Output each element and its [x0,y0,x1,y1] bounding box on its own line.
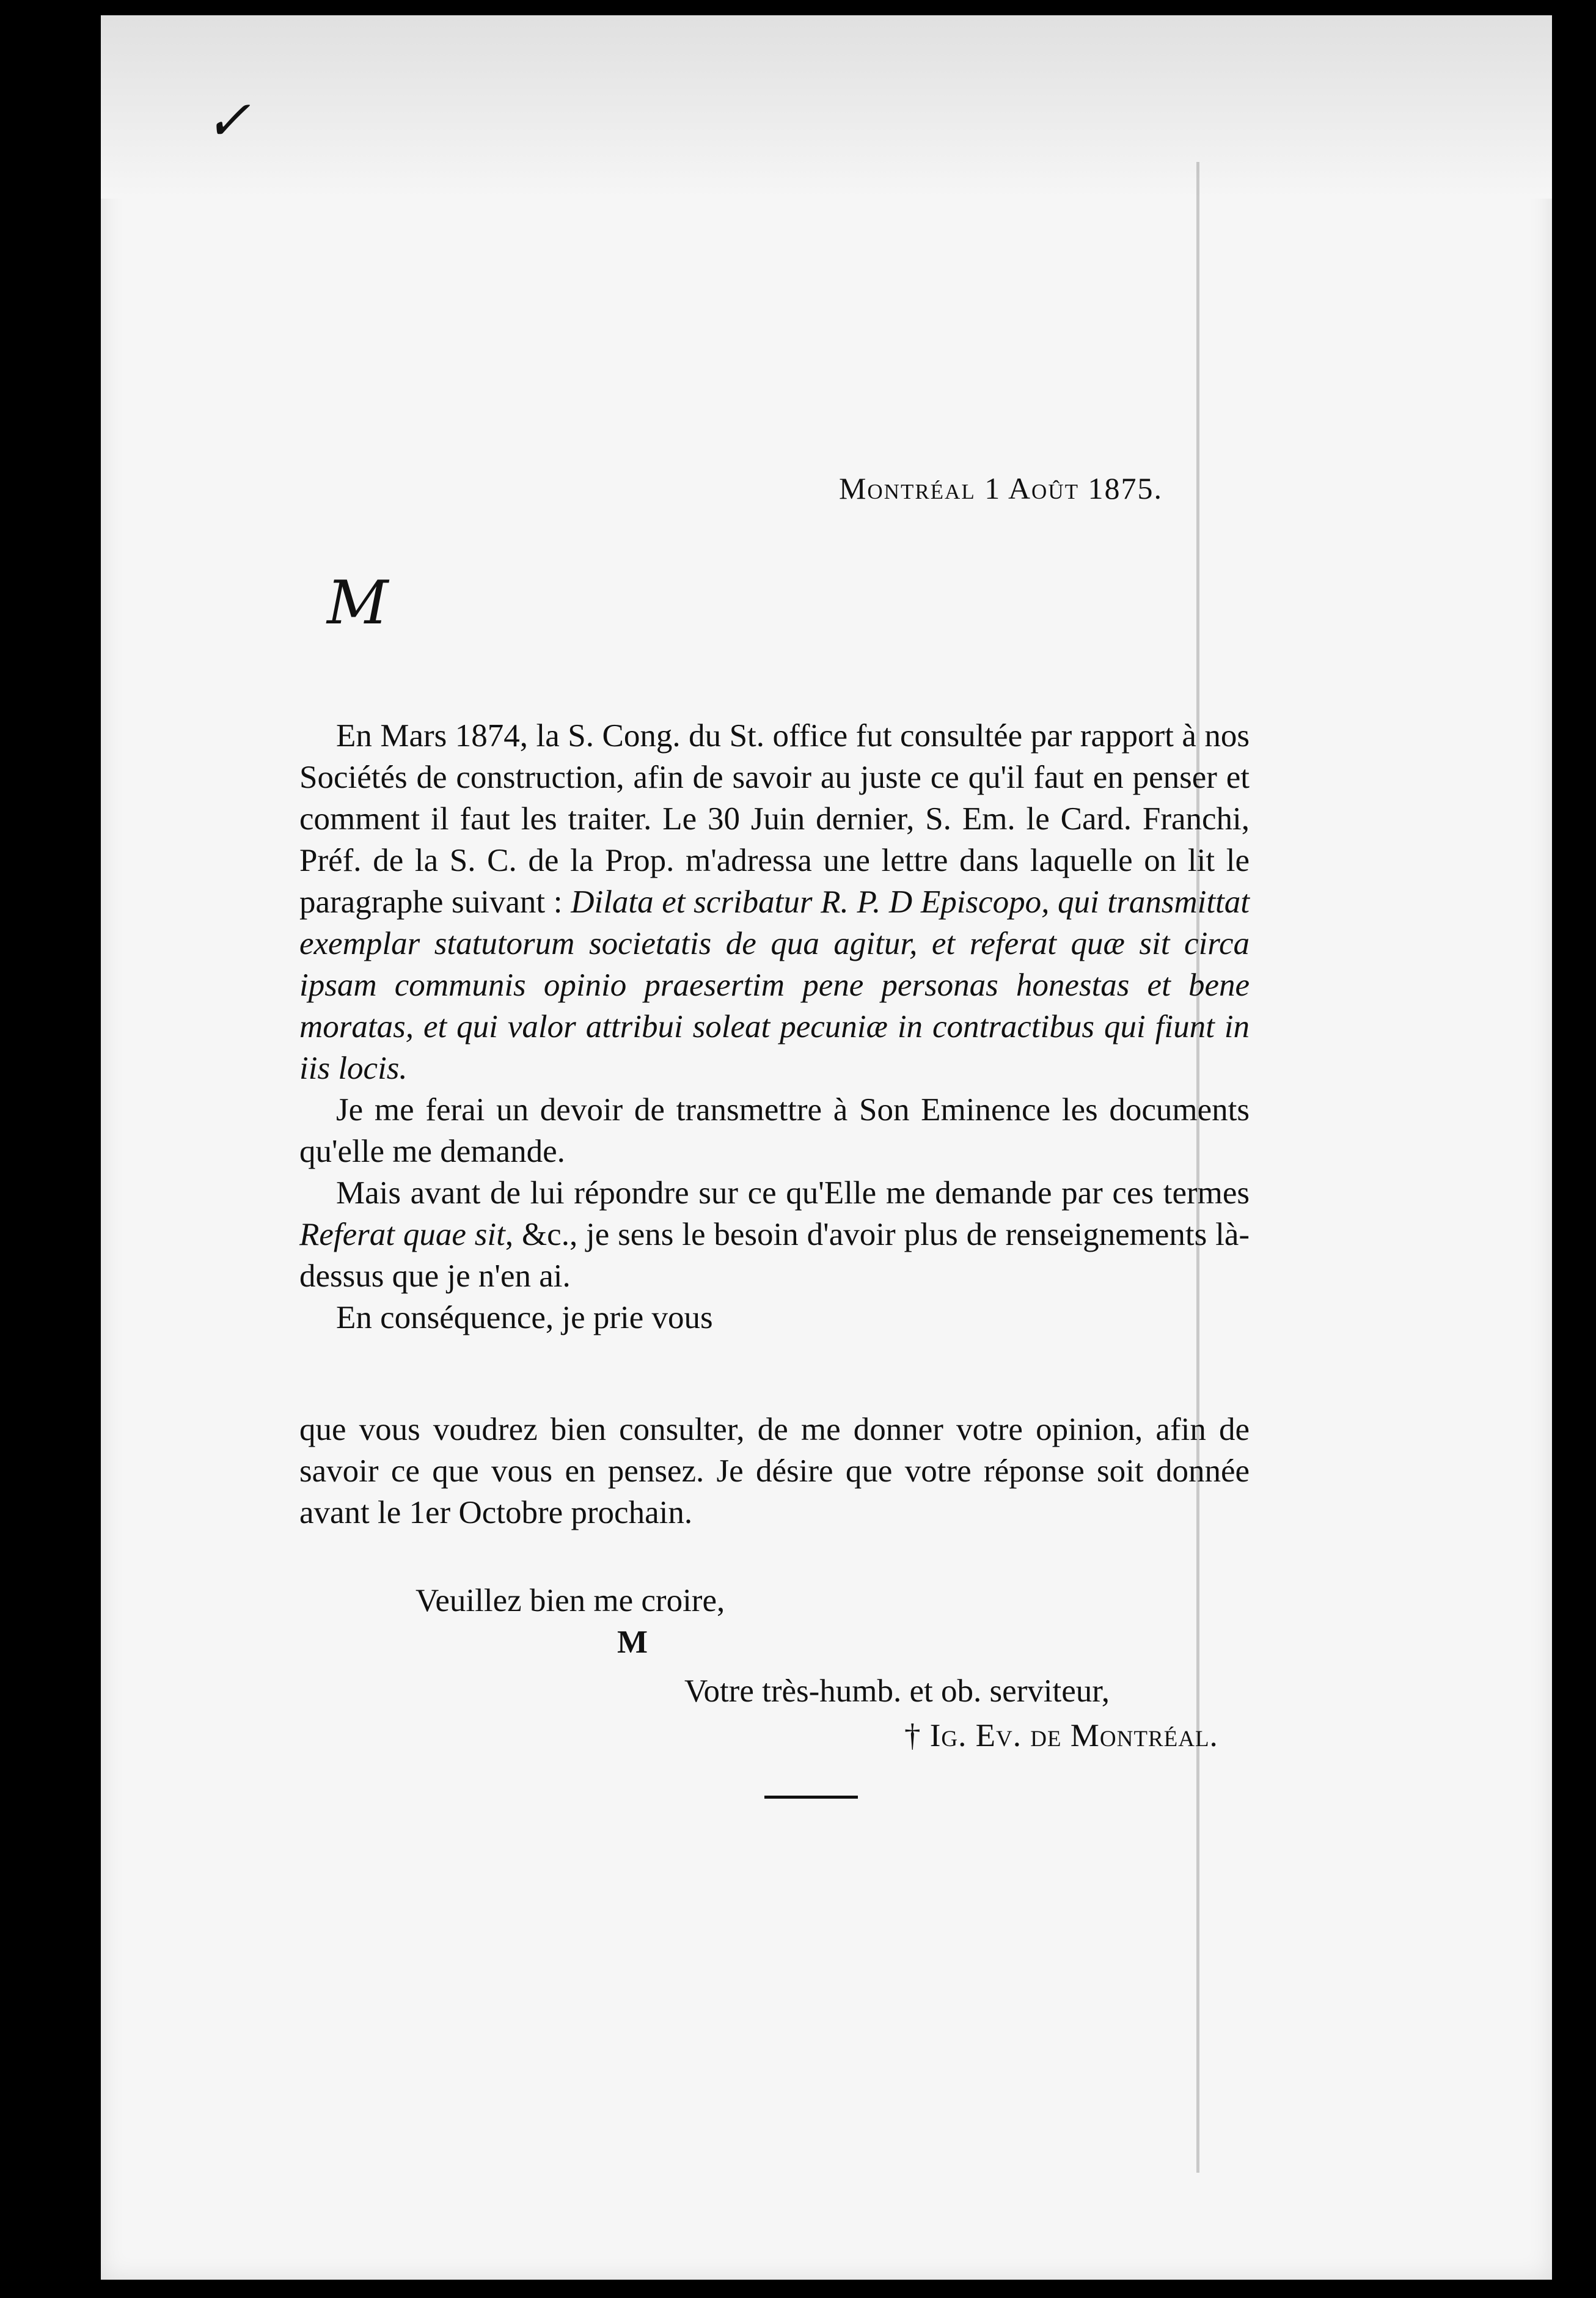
latin-quote: Dilata et scribatur R. P. D Episcopo, qui transmittat exemplar statutorum societatis de qua agitur, et referat quæ sit circa ipsam communis opinio praesertim pene personas honestas et bene moratas, et qui valor attribui soleat pecuniæ in contractibus qui fiunt in iis locis. [299,884,1250,1086]
paragraph-1 [299,715,1250,1089]
paragraph-3-latin: Referat quae sit [299,1217,505,1252]
letter-closing [299,1580,1250,1757]
salutation: M [327,568,380,638]
paragraph-3-text-after: , &c., je sens le besoin d'avoir plus de renseignements là-dessus que je n'en ai. [299,1217,1250,1294]
paragraph-4: En conséquence, je prie vous [336,1300,713,1335]
paragraph-5: que vous voudrez bien consulter, de me donner votre opinion, afin de savoir ce que vous en pensez. Je désire que votre réponse soit donnée avant le 1er Octobre prochain. [299,1412,1250,1530]
closing-line: Veuillez bien me croire, [415,1583,725,1618]
paragraph-1-text: En Mars 1874, la S. Cong. du St. office fut consultée par rapport à nos Sociétés de construction, afin de savoir au juste ce qu'il faut en penser et comment il faut les traiter. Le 30 Juin dernier, S. Em. le Card. Franchi, Préf. de la S. C. de la Prop. m'adressa une lettre dans laquelle on lit le paragraphe suivant : [299,718,1250,920]
paragraph-3 [299,1172,1250,1297]
letter-page [101,15,1552,2280]
closing-initial: M [617,1624,648,1660]
signature: † Ig. Ev. de Montréal. [904,1718,1218,1753]
paragraph-3-text-before: Mais avant de lui répondre sur ce qu'Elle me demande par ces termes [336,1175,1250,1211]
dateline: Montréal 1 Août 1875. [838,471,1163,505]
margin-check-mark: ✓ [205,89,251,153]
paragraph-2: Je me ferai un devoir de transmettre à Son Eminence les documents qu'elle me demande. [299,1092,1250,1169]
letter-body [299,715,1250,1533]
blank-fill-space [299,1338,1250,1409]
closing-servant: Votre très-humb. et ob. serviteur, [684,1673,1110,1709]
page-top-shading [101,15,1552,199]
closing-rule [764,1796,858,1799]
